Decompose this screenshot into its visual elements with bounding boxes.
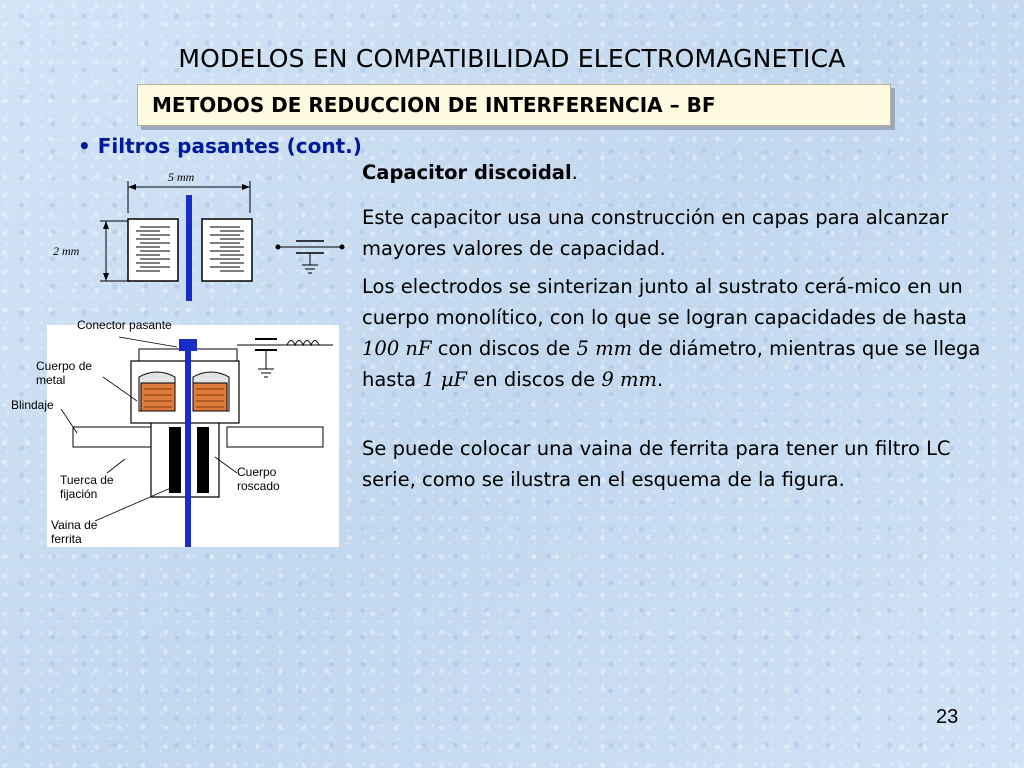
dimension-height-label: 2 mm <box>53 244 80 258</box>
label-blindaje: Blindaje <box>11 398 54 412</box>
subtitle-box <box>137 84 891 126</box>
label-tuerca-de-fijacion: Tuerca de fijación <box>60 473 114 501</box>
paragraph-3-text-b: con discos de <box>431 337 577 360</box>
label-cuerpo-roscado: Cuerpo roscado <box>237 465 280 493</box>
paragraph-1-bold: Capacitor discoidal <box>362 161 572 184</box>
paragraph-4: Se puede colocar una vaina de ferrita para tener un filtro LC serie, como se ilustra en el esquema de la figura. <box>362 437 951 491</box>
page-number: 23 <box>936 706 959 728</box>
label-vaina-de-ferrita: Vaina de ferrita <box>51 518 98 546</box>
slide-subtitle: METODOS DE REDUCCION DE INTERFERENCIA – BF <box>152 93 716 117</box>
label-conector-pasante: Conector pasante <box>77 318 172 332</box>
slide-title: MODELOS EN COMPATIBILIDAD ELECTROMAGNETICA <box>178 44 846 73</box>
paragraph-3-text-a: Los electrodos se sinterizan junto al sustrato cerá-mico en un cuerpo monolítico, con lo que se logran capacidades de hasta <box>362 275 967 329</box>
value-5mm: 5 mm <box>576 337 633 360</box>
value-9mm: 9 mm <box>601 368 657 391</box>
bullet-heading: • Filtros pasantes (cont.) <box>78 134 362 158</box>
paragraph-1-end: . <box>571 161 578 184</box>
paragraph-3 <box>362 271 982 395</box>
paragraph-3-text-c: de diámetro, mientras que se llega hasta <box>362 337 981 391</box>
paragraph-3-text-d: en discos de <box>467 368 602 391</box>
discoidal-capacitor-diagram <box>40 165 360 310</box>
value-100nf: 100 nF <box>362 337 432 360</box>
paragraph-1 <box>362 157 982 188</box>
paragraph-2: Este capacitor usa una construcción en capas para alcanzar mayores valores de capacidad. <box>362 206 949 260</box>
dimension-width-label: 5 mm <box>168 170 195 184</box>
value-1uf: 1 µF <box>422 368 468 391</box>
label-cuerpo-de-metal: Cuerpo de metal <box>36 359 93 387</box>
paragraph-3-text-e: . <box>656 368 664 391</box>
